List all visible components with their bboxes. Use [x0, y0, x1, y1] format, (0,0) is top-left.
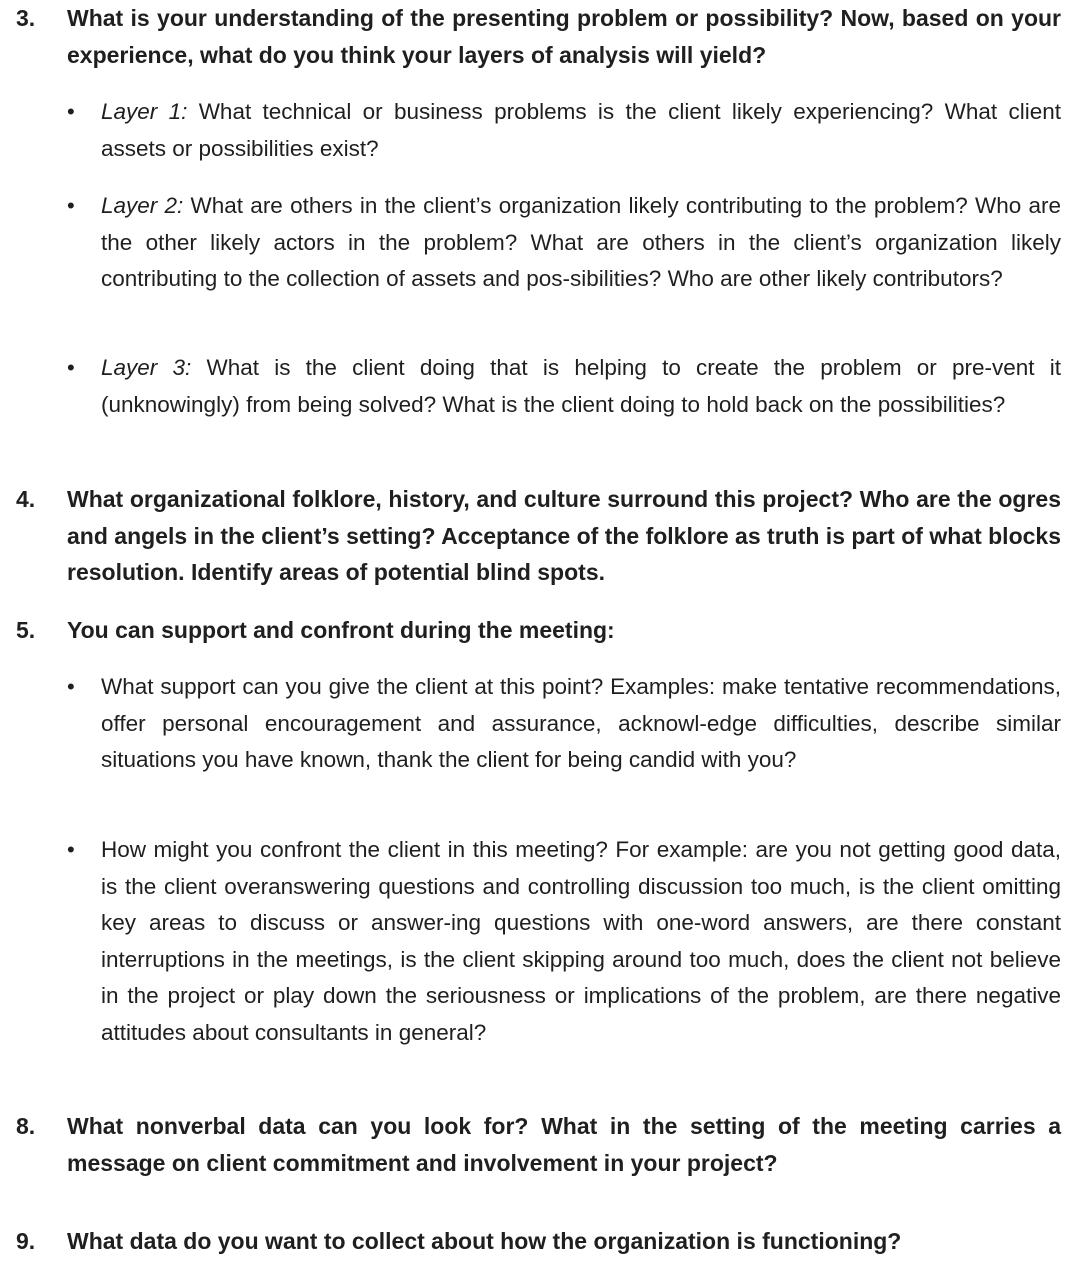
- question-text: What organizational folklore, history, and culture surround this project? Who are the ogres and angels in the client’s setting? Acceptance of the folklore as truth is part of what blocks resolution. Identify areas of potential blind spots.: [67, 486, 1061, 585]
- question-number: 8.: [16, 1113, 36, 1139]
- bullet-icon: •: [67, 193, 75, 218]
- bullet-lead: Layer 1:: [101, 99, 188, 124]
- bullet-lead: Layer 3:: [101, 355, 192, 380]
- bullet-body: What are others in the client’s organization likely contributing to the problem? Who are the other likely actors in the problem? What are others in the client’s organization likely contributing to the collection of assets and pos-sibilities? Who are other likely contributors?: [101, 193, 1061, 291]
- question-text: What nonverbal data can you look for? What in the setting of the meeting carries a message on client commitment and involvement in your project?: [67, 1113, 1061, 1176]
- bullet-icon: •: [67, 355, 75, 380]
- bullet-lead: Layer 2:: [101, 193, 184, 218]
- question-number: 4.: [16, 486, 36, 512]
- bullet-body: What is the client doing that is helping to create the problem or pre-vent it (unknowingly) from being solved? What is the client doing to hold back on the possibilities?: [101, 355, 1061, 417]
- question-text: You can support and confront during the meeting:: [67, 617, 615, 643]
- bullet-icon: •: [67, 674, 75, 699]
- question-text: What is your understanding of the presenting problem or possibility? Now, based on your experience, what do you think your layers of analysis will yield?: [67, 5, 1061, 68]
- bullet-icon: •: [67, 837, 75, 862]
- question-number: 3.: [16, 5, 36, 31]
- bullet-text: How might you confront the client in this meeting? For example: are you not getting good data, is the client overanswering questions and controlling discussion too much, is the client omitting key areas to discuss or answer-ing questions with one-word answers, are there constant interruptions in the meetings, is the client skipping around too much, does the client not believe in the project or play down the seriousness or implications of the problem, are there negative attitudes about consultants in general?: [101, 837, 1061, 1045]
- bullet-text: [101, 188, 1061, 298]
- question-text: What data do you want to collect about how the organization is functioning?: [67, 1228, 902, 1254]
- question-number: 9.: [16, 1228, 36, 1254]
- bullet-text: What support can you give the client at this point? Examples: make tentative recommendations, offer personal encouragement and assurance, acknowl-edge difficulties, describe similar situations you have known, thank the client for being candid with you?: [101, 674, 1061, 772]
- bullet-text: [101, 350, 1061, 423]
- bullet-icon: •: [67, 99, 75, 124]
- bullet-body: What technical or business problems is the client likely experiencing? What client assets or possibilities exist?: [101, 99, 1061, 161]
- question-number: 5.: [16, 617, 36, 643]
- bullet-text: [101, 94, 1061, 167]
